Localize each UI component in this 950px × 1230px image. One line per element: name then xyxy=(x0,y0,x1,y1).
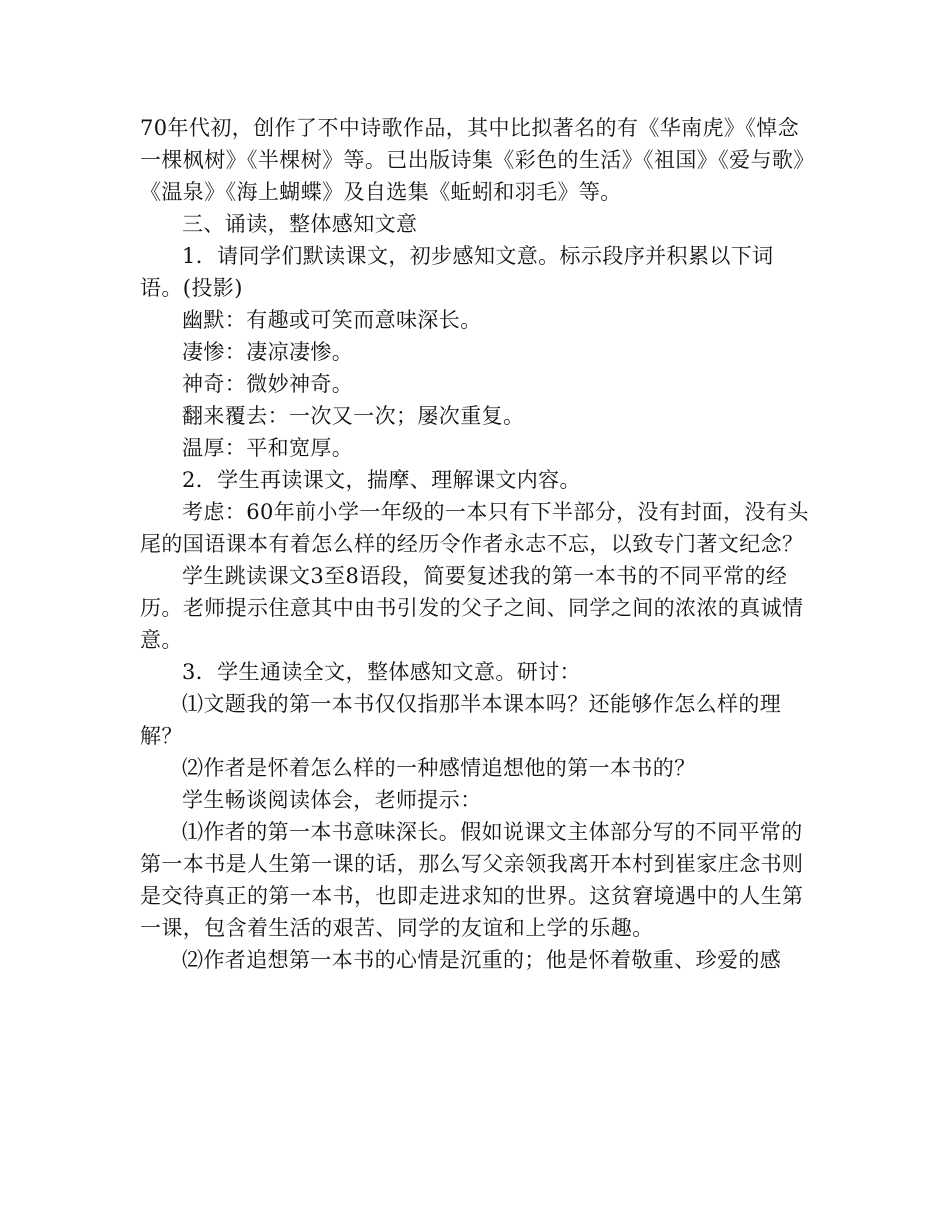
document-body xyxy=(140,112,815,976)
paragraph-step-3: 3．学生通读全文，整体感知文意。研讨： xyxy=(182,660,581,684)
paragraph-author-works: 70年代初，创作了不中诗歌作品，其中比拟著名的有《华南虎》《悼念一棵枫树》《半棵树》等。已出版诗集《彩色的生活》《祖国》《爱与歌》《温泉》《海上蝴蝶》及自选集《蚯蚓和羽毛》等。 xyxy=(140,116,815,204)
vocab-item-shenqi: 神奇：微妙神奇。 xyxy=(182,372,354,396)
question-1: ⑴文题我的第一本书仅仅指那半本课本吗？还能够作怎么样的理解？ xyxy=(140,692,782,748)
vocab-item-qican: 凄惨：凄凉凄惨。 xyxy=(182,340,354,364)
answer-2: ⑵作者追想第一本书的心情是沉重的；他是怀着敬重、珍爱的感 xyxy=(182,948,782,972)
vocab-item-youmo: 幽默：有趣或可笑而意味深长。 xyxy=(182,308,482,332)
paragraph-skim-reading: 学生跳读课文3至8语段，简要复述我的第一本书的不同平常的经历。老师提示住意其中由书引发的父子之间、同学之间的浓浓的真诚情意。 xyxy=(140,564,804,652)
paragraph-step-1: 1．请同学们默读课文，初步感知文意。标示段序并积累以下词语。(投影) xyxy=(140,244,774,300)
vocab-item-wenhou: 温厚：平和宽厚。 xyxy=(182,436,354,460)
vocab-item-fanlaifuqu: 翻来覆去：一次又一次；屡次重复。 xyxy=(182,404,525,428)
paragraph-step-2: 2．学生再读课文，揣摩、理解课文内容。 xyxy=(182,468,581,492)
paragraph-teacher-hint: 学生畅谈阅读体会，老师提示： xyxy=(182,788,482,812)
question-2: ⑵作者是怀着怎么样的一种感情追想他的第一本书的？ xyxy=(182,756,696,780)
section-heading-reading: 三、诵读，整体感知文意 xyxy=(182,212,418,236)
paragraph-consider: 考虑：60年前小学一年级的一本只有下半部分，没有封面，没有头尾的国语课本有着怎么样的经历令作者永志不忘，以致专门著文纪念？ xyxy=(140,500,809,556)
answer-1: ⑴作者的第一本书意味深长。假如说课文主体部分写的不同平常的第一本书是人生第一课的话，那么写父亲领我离开本村到崔家庄念书则是交待真正的第一本书，也即走进求知的世界。这贫窘境遇中的人生第一课，包含着生活的艰苦、同学的友谊和上学的乐趣。 xyxy=(140,820,804,940)
